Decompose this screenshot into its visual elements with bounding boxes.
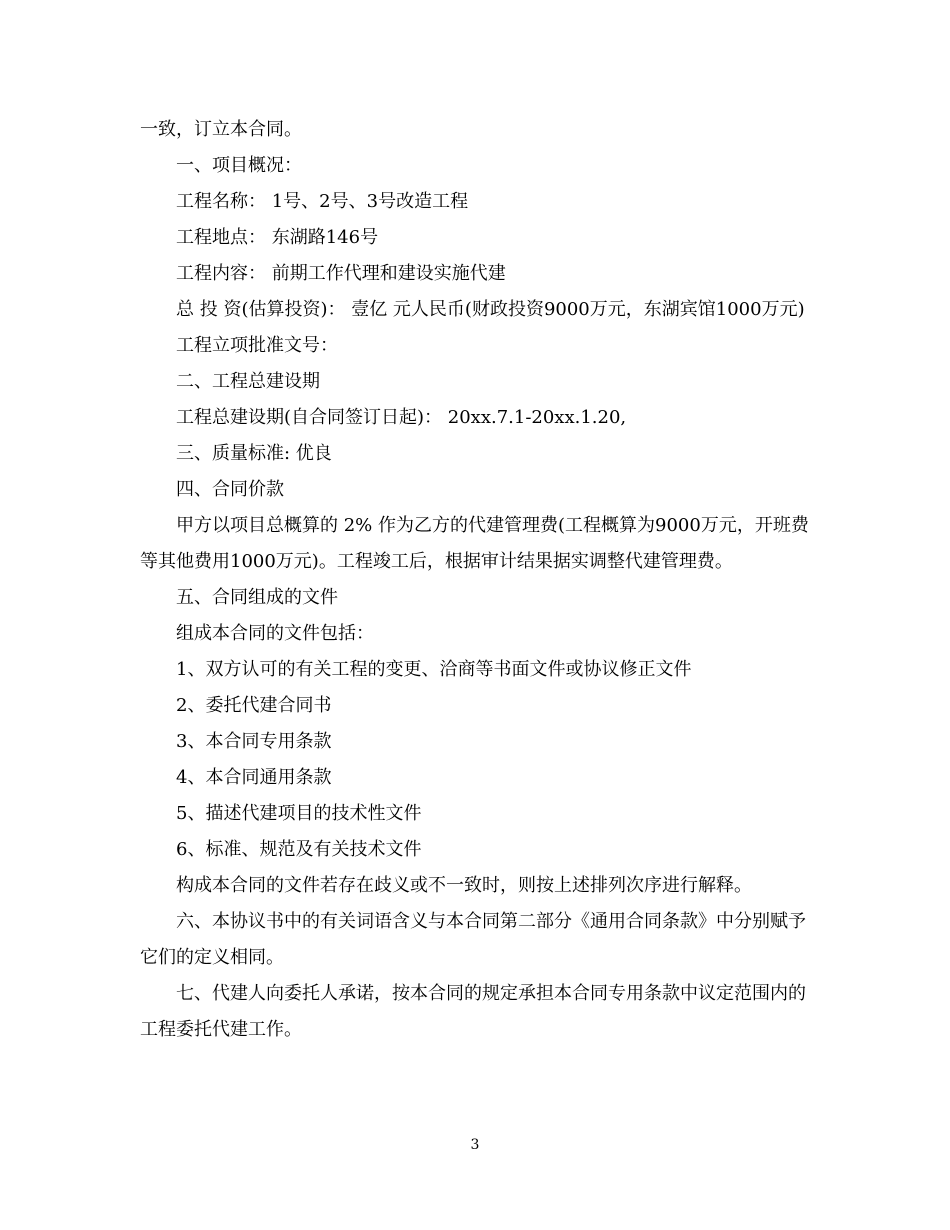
paragraph-14: 组成本合同的文件包括： bbox=[176, 623, 374, 644]
paragraph-10: 三、质量标准: 优良 bbox=[176, 443, 332, 464]
paragraph-7: 工程立项批准文号： bbox=[176, 335, 338, 356]
paragraph-4: 工程地点： 东湖路146号 bbox=[176, 227, 379, 248]
page-number: 3 bbox=[470, 1137, 480, 1153]
paragraph-12: 甲方以项目总概算的 2% 作为乙方的代建管理费(工程概算为9000万元，开班费等其他费用1000万元)。工程竣工后，根据审计结果据实调整代建管理费。 bbox=[140, 515, 809, 572]
paragraph-17: 3、本合同专用条款 bbox=[176, 731, 332, 752]
paragraph-18: 4、本合同通用条款 bbox=[176, 767, 332, 788]
paragraph-11: 四、合同价款 bbox=[176, 479, 284, 500]
paragraph-21: 构成本合同的文件若存在歧义或不一致时，则按上述排列次序进行解释。 bbox=[176, 875, 752, 896]
document-body bbox=[140, 112, 810, 1048]
paragraph-9: 工程总建设期(自合同签订日起)： 20xx.7.1-20xx.1.20, bbox=[176, 407, 627, 428]
paragraph-6: 总 投 资(估算投资)： 壹亿 元人民币(财政投资9000万元，东湖宾馆1000万元) bbox=[176, 299, 805, 320]
paragraph-2: 一、项目概况： bbox=[176, 155, 302, 176]
paragraph-19: 5、描述代建项目的技术性文件 bbox=[176, 803, 422, 824]
paragraph-22: 六、本协议书中的有关词语含义与本合同第二部分《通用合同条款》中分别赋予它们的定义相同。 bbox=[140, 911, 806, 968]
paragraph-3: 工程名称： 1号、2号、3号改造工程 bbox=[176, 191, 469, 212]
paragraph-5: 工程内容： 前期工作代理和建设实施代建 bbox=[176, 263, 506, 284]
paragraph-15: 1、双方认可的有关工程的变更、洽商等书面文件或协议修正文件 bbox=[176, 659, 692, 680]
paragraph-13: 五、合同组成的文件 bbox=[176, 587, 338, 608]
paragraph-1: 一致，订立本合同。 bbox=[140, 119, 302, 140]
paragraph-23: 七、代建人向委托人承诺，按本合同的规定承担本合同专用条款中议定范围内的工程委托代建工作。 bbox=[140, 983, 806, 1040]
paragraph-8: 二、工程总建设期 bbox=[176, 371, 320, 392]
paragraph-20: 6、标准、规范及有关技术文件 bbox=[176, 839, 422, 860]
paragraph-16: 2、委托代建合同书 bbox=[176, 695, 332, 716]
